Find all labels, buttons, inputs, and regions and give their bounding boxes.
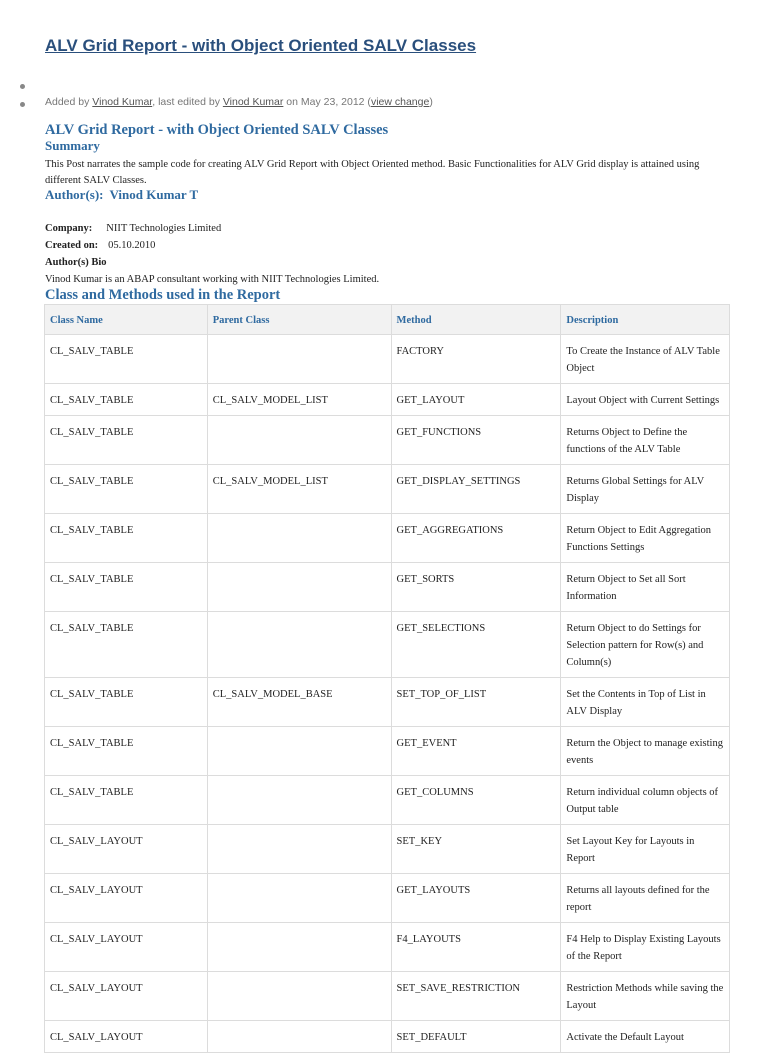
cell-class-name: CL_SALV_TABLE bbox=[45, 335, 208, 384]
column-header-class-name: Class Name bbox=[45, 305, 208, 335]
cell-description: Layout Object with Current Settings bbox=[561, 384, 730, 416]
cell-parent-class bbox=[207, 825, 391, 874]
created-label: Created on: bbox=[45, 240, 99, 251]
table-row bbox=[45, 825, 730, 874]
cell-class-name: CL_SALV_TABLE bbox=[45, 678, 208, 727]
cell-description: Return Object to Edit Aggregation Functions Settings bbox=[561, 514, 730, 563]
cell-parent-class: CL_SALV_MODEL_LIST bbox=[207, 465, 391, 514]
cell-method: FACTORY bbox=[391, 335, 561, 384]
table-row bbox=[45, 874, 730, 923]
cell-parent-class bbox=[207, 335, 391, 384]
cell-method: GET_LAYOUTS bbox=[391, 874, 561, 923]
cell-class-name: CL_SALV_LAYOUT bbox=[45, 825, 208, 874]
table-row bbox=[45, 416, 730, 465]
summary-heading: Summary bbox=[45, 138, 100, 153]
byline-added-prefix: Added by bbox=[45, 96, 93, 108]
company-value: NIIT Technologies Limited bbox=[106, 223, 222, 234]
cell-description: Set the Contents in Top of List in ALV Display bbox=[561, 678, 730, 727]
cell-method: GET_LAYOUT bbox=[391, 384, 561, 416]
methods-table bbox=[44, 304, 730, 1053]
cell-class-name: CL_SALV_TABLE bbox=[45, 612, 208, 678]
bio-text: Vinod Kumar is an ABAP consultant working with NIIT Technologies Limited. bbox=[45, 274, 380, 285]
cell-parent-class bbox=[207, 923, 391, 972]
cell-class-name: CL_SALV_LAYOUT bbox=[45, 874, 208, 923]
column-header-description: Description bbox=[561, 305, 730, 335]
cell-parent-class bbox=[207, 514, 391, 563]
cell-parent-class bbox=[207, 776, 391, 825]
table-header-row bbox=[45, 305, 730, 335]
cell-method: GET_COLUMNS bbox=[391, 776, 561, 825]
summary-text: This Post narrates the sample code for creating ALV Grid Report with Object Oriented method. Basic Functionalities for ALV Grid display is attained using different SALV Classes. bbox=[45, 159, 700, 186]
bullet-icon bbox=[20, 102, 25, 107]
bio-label: Author(s) Bio bbox=[45, 257, 107, 268]
cell-parent-class bbox=[207, 416, 391, 465]
column-header-parent-class: Parent Class bbox=[207, 305, 391, 335]
cell-class-name: CL_SALV_LAYOUT bbox=[45, 1021, 208, 1053]
cell-parent-class bbox=[207, 874, 391, 923]
byline-date: on May 23, 2012 ( bbox=[283, 96, 371, 108]
cell-description: Returns Object to Define the functions of the ALV Table bbox=[561, 416, 730, 465]
cell-method: GET_AGGREGATIONS bbox=[391, 514, 561, 563]
cell-description: To Create the Instance of ALV Table Object bbox=[561, 335, 730, 384]
byline-close: ) bbox=[429, 96, 433, 108]
table-row bbox=[45, 335, 730, 384]
cell-class-name: CL_SALV_TABLE bbox=[45, 465, 208, 514]
table-row bbox=[45, 727, 730, 776]
cell-description: Return the Object to manage existing events bbox=[561, 727, 730, 776]
author-link[interactable]: Vinod Kumar bbox=[92, 96, 153, 108]
cell-parent-class bbox=[207, 1021, 391, 1053]
cell-description: Returns Global Settings for ALV Display bbox=[561, 465, 730, 514]
created-value: 05.10.2010 bbox=[108, 240, 156, 251]
cell-method: SET_SAVE_RESTRICTION bbox=[391, 972, 561, 1021]
cell-method: GET_FUNCTIONS bbox=[391, 416, 561, 465]
cell-description: Restriction Methods while saving the Layout bbox=[561, 972, 730, 1021]
table-row bbox=[45, 514, 730, 563]
table-row bbox=[45, 384, 730, 416]
cell-method: GET_SORTS bbox=[391, 563, 561, 612]
cell-class-name: CL_SALV_TABLE bbox=[45, 727, 208, 776]
cell-class-name: CL_SALV_TABLE bbox=[45, 416, 208, 465]
cell-description: Return individual column objects of Output table bbox=[561, 776, 730, 825]
table-row bbox=[45, 776, 730, 825]
byline bbox=[45, 96, 433, 108]
cell-parent-class bbox=[207, 972, 391, 1021]
table-row bbox=[45, 1021, 730, 1053]
cell-class-name: CL_SALV_TABLE bbox=[45, 776, 208, 825]
editor-link[interactable]: Vinod Kumar bbox=[222, 96, 284, 108]
content-heading: ALV Grid Report - with Object Oriented SALV Classes bbox=[45, 122, 389, 138]
cell-method: F4_LAYOUTS bbox=[391, 923, 561, 972]
table-row bbox=[45, 612, 730, 678]
cell-description: Return Object to do Settings for Selection pattern for Row(s) and Column(s) bbox=[561, 612, 730, 678]
column-header-method: Method bbox=[391, 305, 561, 335]
table-row bbox=[45, 972, 730, 1021]
cell-class-name: CL_SALV_TABLE bbox=[45, 514, 208, 563]
table-row bbox=[45, 678, 730, 727]
cell-class-name: CL_SALV_LAYOUT bbox=[45, 923, 208, 972]
view-change-link[interactable]: view change bbox=[370, 96, 430, 108]
cell-class-name: CL_SALV_TABLE bbox=[45, 563, 208, 612]
company-label: Company: bbox=[45, 223, 93, 234]
cell-parent-class: CL_SALV_MODEL_BASE bbox=[207, 678, 391, 727]
cell-method: GET_EVENT bbox=[391, 727, 561, 776]
created-row bbox=[45, 240, 155, 251]
table-row bbox=[45, 563, 730, 612]
authors-label: Author(s): bbox=[45, 187, 104, 202]
cell-method: SET_TOP_OF_LIST bbox=[391, 678, 561, 727]
table-heading: Class and Methods used in the Report bbox=[45, 287, 281, 303]
cell-class-name: CL_SALV_LAYOUT bbox=[45, 972, 208, 1021]
cell-description: Set Layout Key for Layouts in Report bbox=[561, 825, 730, 874]
cell-method: GET_DISPLAY_SETTINGS bbox=[391, 465, 561, 514]
cell-method: SET_KEY bbox=[391, 825, 561, 874]
table-row bbox=[45, 923, 730, 972]
table-body bbox=[45, 335, 730, 1053]
cell-parent-class bbox=[207, 727, 391, 776]
cell-description: Return Object to Set all Sort Information bbox=[561, 563, 730, 612]
authors-heading bbox=[45, 187, 198, 203]
bullet-icon bbox=[20, 84, 25, 89]
table-row bbox=[45, 465, 730, 514]
cell-parent-class: CL_SALV_MODEL_LIST bbox=[207, 384, 391, 416]
page-title[interactable]: ALV Grid Report - with Object Oriented SALV Classes bbox=[45, 36, 477, 55]
cell-parent-class bbox=[207, 563, 391, 612]
company-row bbox=[45, 223, 221, 234]
cell-description: Activate the Default Layout bbox=[561, 1021, 730, 1053]
cell-class-name: CL_SALV_TABLE bbox=[45, 384, 208, 416]
cell-parent-class bbox=[207, 612, 391, 678]
cell-description: F4 Help to Display Existing Layouts of the Report bbox=[561, 923, 730, 972]
cell-description: Returns all layouts defined for the report bbox=[561, 874, 730, 923]
cell-method: GET_SELECTIONS bbox=[391, 612, 561, 678]
byline-edited-prefix: , last edited by bbox=[152, 96, 223, 108]
cell-method: SET_DEFAULT bbox=[391, 1021, 561, 1053]
authors-name: Vinod Kumar T bbox=[109, 187, 199, 202]
